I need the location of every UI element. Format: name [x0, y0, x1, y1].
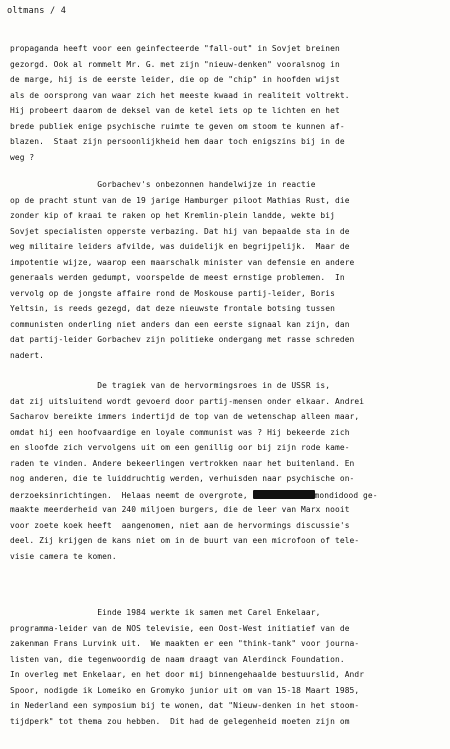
line-text: in Nederland een symposium bij te wonen, dat "Nieuw-denken in het stoom-	[10, 701, 360, 710]
line-text: propaganda heeft voor een geinfecteerde "fall-out" in Sovjet breinen	[10, 44, 340, 53]
line-text: brede publiek enige psychische ruimte te geven om stoom te kunnen af-	[10, 121, 345, 131]
line-text: communisten onderling niet anders dan een eerste signaal kan zijn, dan	[10, 319, 350, 329]
text-line	[10, 717, 350, 727]
text-line	[10, 196, 350, 206]
text-line	[10, 536, 359, 546]
line-text: op de pracht stunt van de 19 jarige Hamburger piloot Mathias Rust, die	[10, 195, 350, 205]
text-line	[10, 137, 345, 147]
text-line	[10, 44, 340, 54]
line-text: generaals werden gedumpt, voorspelde de meest ernstige problemen. In	[10, 273, 345, 282]
line-text: Sacharov bereikte immers indertijd de top van de wetenschap alleen maar,	[10, 412, 360, 421]
text-line	[10, 242, 350, 252]
text-line	[10, 639, 359, 649]
text-line	[10, 258, 354, 268]
line-text: deel. Zij krijgen de kans niet om in de buurt van een microfoon of tele-	[10, 536, 360, 545]
line-text: raden te vinden. Andere bekeerlingen vertrokken naar het buitenland. En	[10, 458, 355, 468]
line-text: programma-leider van de NOS televisie, een Oost-West initiatief van de	[10, 623, 350, 633]
text-line	[10, 459, 354, 469]
line-text: voor zoete koek heeft aangenomen, niet aan de hervormings discussie's	[10, 520, 350, 530]
text-line	[10, 227, 350, 237]
line-text: blazen. Staat zijn persoonlijkheid hem daar toch enigszins bij in de	[10, 137, 345, 146]
line-text: De tragiek van de hervormingsroes in de USSR is,	[10, 381, 331, 390]
text-line	[10, 397, 364, 407]
line-text: vervolg op de jongste affaire rond de Moskouse partij-leider, Boris	[10, 288, 335, 298]
line-text: listen van, die tegenwoordig de naam draagt van Alerdinck Foundation.	[10, 654, 345, 664]
line-text: nadert.	[10, 350, 44, 360]
line-text: omdat hij een hoofvaardige en loyale communist was ? Hij bekeerde zich	[10, 427, 350, 437]
text-line	[10, 320, 350, 330]
text-line	[10, 304, 335, 314]
text-line	[10, 180, 316, 190]
text-line	[10, 552, 117, 562]
line-text: Sovjet specialisten opperste verbazing. Dat hij van bepaalde sta in de	[10, 226, 350, 236]
line-text: Yeltsin, is reeds gezegd, dat deze nieuwste frontale botsing tussen	[10, 304, 335, 313]
line-text: als de oorsprong van waar zich het meeste kwaad in realiteit voltrekt.	[10, 90, 350, 100]
text-line	[10, 443, 350, 453]
line-text: tijdperk" tot thema zou hebben. Dit had de gelegenheid moeten zijn om	[10, 716, 350, 726]
text-line	[10, 686, 359, 696]
line-text: nog anderen, die te luiddruchtig werden, verhuisden naar psychische on-	[10, 474, 355, 483]
text-line	[10, 91, 350, 101]
line-text: Hij probeert daarom de deksel van de ketel iets op te lichten en het	[10, 106, 340, 115]
text-line	[10, 381, 330, 391]
text-line	[10, 412, 359, 422]
line-text: zakenman Frans Lurvink uit. We maakten er een "think-tank" voor journa-	[10, 639, 360, 648]
line-text: en sloofde zich vervolgens uit om een genillig oor bij zijn rode kame-	[10, 443, 350, 452]
line-text: weg militaire leiders afvilde, was duidelijk en begrijpelijk. Maar de	[10, 242, 350, 251]
line-text: Gorbachev's onbezonnen handelwijze in reactie	[10, 180, 316, 189]
text-line	[10, 521, 350, 531]
text-line	[10, 428, 350, 438]
text-line	[10, 505, 350, 515]
line-text-tail: mondidood ge-	[314, 490, 378, 500]
text-line	[10, 60, 340, 70]
text-line	[10, 474, 354, 484]
text-line	[10, 490, 378, 501]
line-text: weg ?	[10, 152, 35, 162]
text-line	[10, 701, 359, 711]
text-line	[10, 670, 364, 680]
line-text: Spoor, nodigde ik Lomeiko en Gromyko junior uit om van 15-18 Maart 1985,	[10, 685, 360, 695]
line-text: dat zij uitsluitend wordt gevoerd door partij-mensen onder elkaar. Andrei	[10, 396, 365, 406]
text-line	[10, 122, 345, 132]
text-line	[10, 75, 340, 85]
line-text: In overleg met Enkelaar, en het door mij binnengehaalde bestuurslid, Andr	[10, 670, 365, 679]
text-line	[10, 655, 345, 665]
text-line	[10, 106, 340, 116]
line-text: Einde 1984 werkte ik samen met Carel Enkelaar,	[10, 608, 321, 617]
line-text: maakte meerderheid van 240 miljoen burgers, die de leer van Marx nooit	[10, 505, 350, 514]
text-line	[10, 608, 320, 618]
text-line	[10, 335, 354, 345]
text-line	[10, 351, 44, 361]
text-line	[10, 624, 350, 634]
line-text: impotentie wijze, waarop een maarschalk minister van defensie en andere	[10, 257, 355, 267]
redaction-mark	[253, 490, 315, 499]
line-text: derzoeksinrichtingen. Helaas neemt de overgrote,	[10, 490, 248, 500]
text-line	[10, 289, 335, 299]
text-line	[10, 273, 345, 283]
line-text: zonder kip of kraai te raken op het Kremlin-plein landde, wekte bij	[10, 211, 335, 220]
page-header: oltmans / 4	[7, 6, 67, 16]
line-text: visie camera te komen.	[10, 551, 117, 561]
text-line	[10, 153, 34, 163]
line-text: gezorgd. Ook al rommelt Mr. G. met zijn "nieuw-denken" vooralsnog in	[10, 59, 340, 69]
line-text: de marge, hij is de eerste leider, die op de "chip" in hoofden wijst	[10, 75, 340, 84]
text-line	[10, 211, 335, 221]
line-text: dat partij-leider Gorbachev zijn politieke ondergang met rasse schreden	[10, 335, 355, 344]
